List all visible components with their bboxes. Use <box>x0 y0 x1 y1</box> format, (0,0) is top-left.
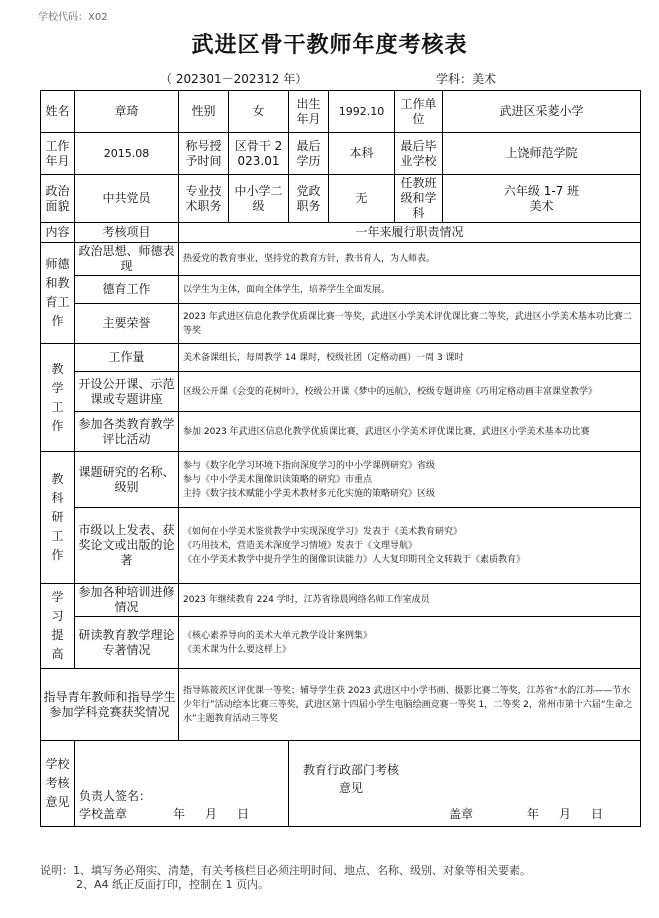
table-row-detail: 以学生为主体，面向全体学生，培养学生全面发展。 <box>179 276 641 304</box>
dept-date-day: 日 <box>591 807 604 821</box>
list-item: 《核心素养导向的美术大单元教学设计案例集》 <box>183 630 373 641</box>
list-item: 主持《数字技术赋能小学美术教材多元化实施的策略研究》区级 <box>183 488 436 499</box>
subject-field: 学科：美术 <box>436 72 497 86</box>
school-opinion-box <box>75 741 289 827</box>
duty-col-header: 一年来履行职责情况 <box>179 223 641 243</box>
dept-date-month: 月 <box>559 807 572 821</box>
edu-value: 本科 <box>329 133 395 175</box>
table-row-detail: 2023 年武进区信息化教学优质课比赛一等奖，武进区小学美术评优课比赛二等奖，武进区小学美术基本功比赛二等奖 <box>179 304 641 344</box>
notes-line-1: 1、填写务必翔实、清楚，有关考核栏目必须注明时间、地点、名称、级别、对象等相关要素。 <box>73 864 531 877</box>
gender-value: 女 <box>229 91 289 133</box>
list-item: 《在小学美术教学中提升学生的图像识读能力》人大复印期刊全文转载于《素质教育》 <box>183 554 526 565</box>
school-opinion-label: 学校考核意见 <box>41 741 75 827</box>
dept-seal: 盖章 <box>449 807 474 821</box>
list-item: 《巧用技术，营造美术深度学习情境》发表于《文理导航》 <box>183 540 418 551</box>
party-label: 党政职务 <box>289 175 329 223</box>
table-row-detail: 热爱党的教育事业，坚持党的教育方针，教书育人，为人师表。 <box>179 243 641 276</box>
table-row-detail: 区级公开课《会变的花树叶》，校级公开课《梦中的远航》，校级专题讲座《巧用定格动画丰富课堂教学》 <box>179 372 641 412</box>
form-title: 武进区骨干教师年度考核表 <box>191 32 468 58</box>
school-date-month: 月 <box>205 807 218 821</box>
table-row-item: 主要荣誉 <box>75 304 179 344</box>
unit-value: 武进区采菱小学 <box>443 91 641 133</box>
table-row-item: 开设公开课、示范课或专题讲座 <box>75 372 179 412</box>
content-col-header: 内容 <box>41 223 75 243</box>
gender-label: 性别 <box>179 91 229 133</box>
table-row-item: 研读教育教学理论专著情况 <box>75 617 179 669</box>
table-row-item: 德育工作 <box>75 276 179 304</box>
guidance-item: 指导青年教师和指导学生参加学科竞赛获奖情况 <box>41 669 179 741</box>
section-teaching-label: 教学工作 <box>41 344 75 452</box>
party-value: 无 <box>329 175 395 223</box>
section-study-label: 学习提高 <box>41 584 75 669</box>
work-value: 2015.08 <box>75 133 179 175</box>
table-row-item: 工作量 <box>75 344 179 372</box>
item-col-header: 考核项目 <box>75 223 179 243</box>
politics-value: 中共党员 <box>75 175 179 223</box>
table-row-item: 参加各类教育教学评比活动 <box>75 412 179 452</box>
unit-label: 工作单位 <box>395 91 443 133</box>
teach-subject: 美术 <box>529 198 554 213</box>
table-row-detail <box>179 508 641 584</box>
list-item: 《如何在小学美术鉴赏教学中实现深度学习》发表于《美术教育研究》 <box>183 526 463 537</box>
school-code: 学校代码：X02 <box>38 12 108 23</box>
table-row-detail <box>179 452 641 508</box>
teach-label: 任教班级和学科 <box>395 175 443 223</box>
school-date-day: 日 <box>237 807 250 821</box>
assessment-table <box>40 90 641 827</box>
grad-value: 上饶师范学院 <box>443 133 641 175</box>
school-seal: 学校盖章 <box>79 807 128 821</box>
notes-prefix: 说明： <box>40 864 73 877</box>
school-date-year: 年 <box>173 807 186 821</box>
name-value: 章琦 <box>75 91 179 133</box>
grad-label: 最后毕业学校 <box>395 133 443 175</box>
tech-value: 中小学二级 <box>229 175 289 223</box>
name-label: 姓名 <box>41 91 75 133</box>
tech-label: 专业技术职务 <box>179 175 229 223</box>
table-row-item: 课题研究的名称、级别 <box>75 452 179 508</box>
notes-line-2: 2、A4 纸正反面打印，控制在 1 页内。 <box>76 878 270 891</box>
table-row-detail: 美术备课组长，每周教学 14 课时，校级社团（定格动画）一周 3 课时 <box>179 344 641 372</box>
teach-value <box>443 175 641 223</box>
table-row-item: 参加各种培训进修情况 <box>75 584 179 617</box>
table-row-item: 政治思想、师德表现 <box>75 243 179 276</box>
dept-opinion-box <box>289 741 641 827</box>
work-label: 工作年月 <box>41 133 75 175</box>
section-research-label: 教科研工作 <box>41 452 75 584</box>
edu-label: 最后学历 <box>289 133 329 175</box>
dept-date-year: 年 <box>527 807 540 821</box>
list-item: 参与《中小学美术图像识读策略的研究》市重点 <box>183 474 373 485</box>
table-row-item: 市级以上发表、获奖论文或出版的论著 <box>75 508 179 584</box>
birth-value: 1992.10 <box>329 91 395 133</box>
assessment-period: （ 202301－202312 年） <box>160 72 308 86</box>
list-item: 参与《数字化学习环境下指向深度学习的中小学课例研究》省级 <box>183 460 436 471</box>
table-row-detail: 参加 2023 年武进区信息化教学优质课比赛，武进区小学美术评优课比赛，武进区小学美术基本功比赛 <box>179 412 641 452</box>
teach-class: 六年级 1-7 班 <box>503 183 580 198</box>
title-time-label: 称号授予时间 <box>179 133 229 175</box>
table-row-detail: 2023 年继续教育 224 学时，江苏省徐晨网络名师工作室成员 <box>179 584 641 617</box>
list-item: 《美术课为什么要这样上》 <box>183 644 292 655</box>
guidance-detail: 指导陈筱莰区评优课一等奖；辅导学生获 2023 武进区中小学书画、摄影比赛二等奖，江苏省“水韵江苏——节水少年行”活动绘本比赛三等奖，武进区第十四届小学生电脑绘画竞赛一等奖 1，二等奖 2，常州市第十六届“生命之水”主题教育活动三等奖 <box>179 669 641 741</box>
principal-signature: 负责人签名： <box>79 789 152 803</box>
birth-label: 出生年月 <box>289 91 329 133</box>
section-ethics-label: 师德和教育工作 <box>41 243 75 344</box>
title-time-value: 区骨干 2023.01 <box>229 133 289 175</box>
notes <box>40 864 640 892</box>
table-row-detail <box>179 617 641 669</box>
dept-opinion-label: 教育行政部门考核意见 <box>302 763 399 795</box>
politics-label: 政治面貌 <box>41 175 75 223</box>
